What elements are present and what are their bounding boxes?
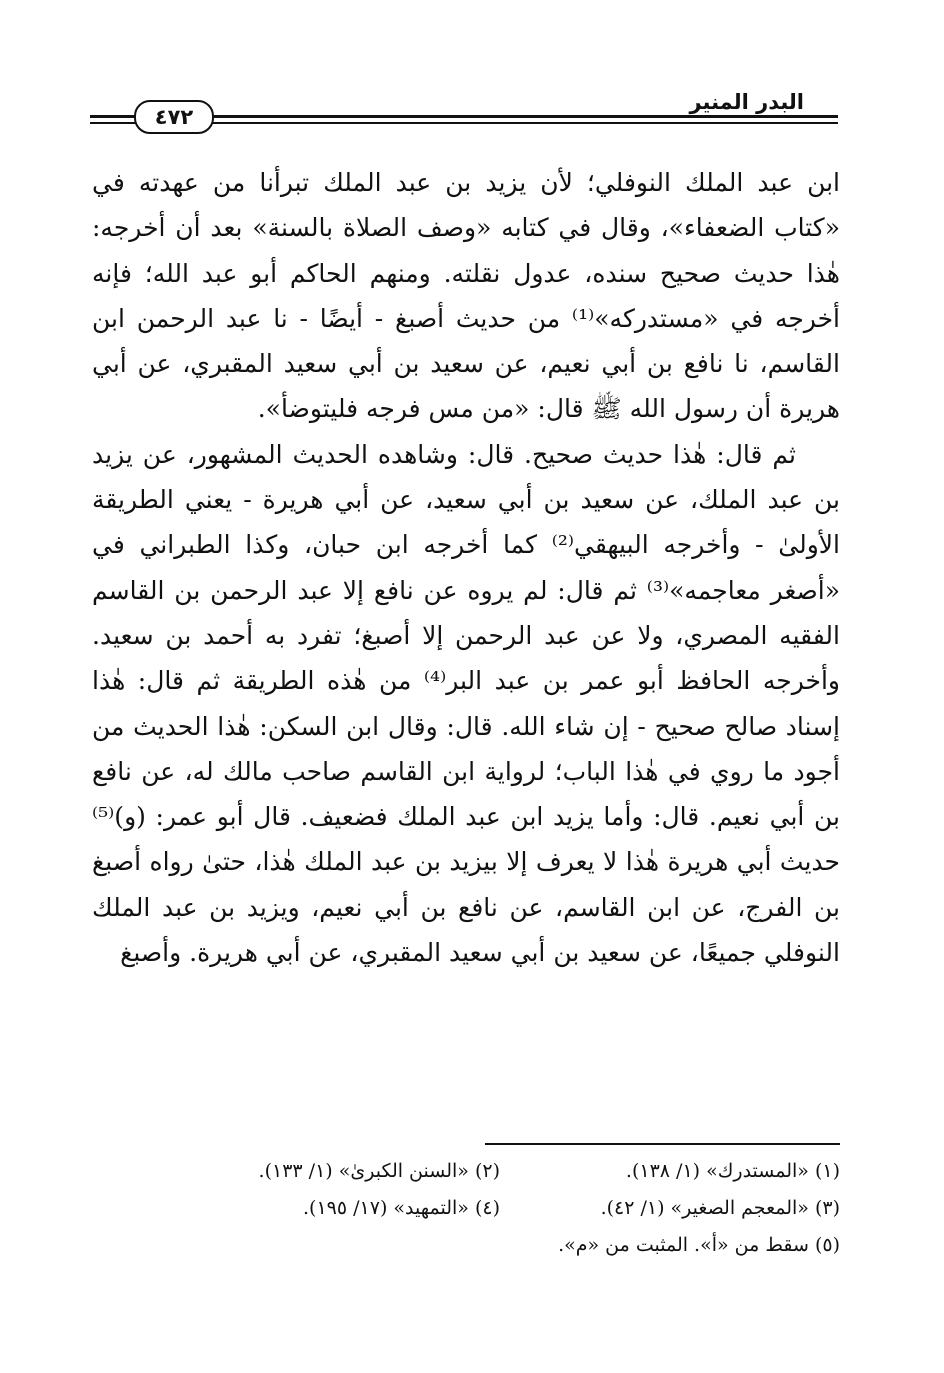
paragraph: ثم قال: هٰذا حديث صحيح. قال: وشاهده الحديث المشهور، عن يزيد بن عبد الملك، عن سعيد بن أبي سعيد، عن أبي هريرة - يعني الطريقة الأولىٰ - وأخرجه البيهقي⁽²⁾ كما أخرجه ابن حبان، وكذا الطبراني في «أصغر معاجمه»⁽³⁾ ثم قال: لم يروه عن نافع إلا عبد الرحمن بن القاسم الفقيه المصري، ولا عن عبد الرحمن إلا أصبغ؛ تفرد به أحمد بن سعيد. وأخرجه الحافظ أبو عمر بن عبد البر⁽⁴⁾ من هٰذه الطريقة ثم قال: هٰذا إسناد صالح صحيح - إن شاء الله. قال: وقال ابن السكن: هٰذا الحديث من أجود ما روي في هٰذا الباب؛ لرواية ابن القاسم صاحب مالك له، عن نافع بن أبي نعيم. قال: وأما يزيد ابن عبد الملك فضعيف. قال أبو عمر: (و)⁽⁵⁾ حديث أبي هريرة هٰذا لا يعرف إلا بيزيد بن عبد الملك هٰذا، حتىٰ رواه أصبغ بن الفرج، عن ابن القاسم، عن نافع بن أبي نعيم، ويزيد بن عبد الملك النوفلي جميعًا، عن سعيد بن أبي سعيد المقبري، عن أبي هريرة. وأصبغ — [92, 439, 840, 968]
footnote-row — [160, 1190, 840, 1227]
page-header — [90, 86, 838, 136]
footnote-separator — [485, 1143, 840, 1145]
footnote-1: (١) «المستدرك» (١/ ١٣٨). — [625, 1160, 840, 1182]
footnote-2: (٢) «السنن الكبرىٰ» (١/ ١٣٣). — [258, 1160, 500, 1182]
footnotes — [160, 1153, 840, 1264]
page-number: ٤٧٢ — [134, 100, 214, 134]
book-title: البدر المنير — [689, 90, 804, 114]
footnote-4: (٤) «التمهيد» (١٧/ ١٩٥). — [303, 1197, 500, 1219]
main-text — [92, 160, 840, 975]
paragraph: ابن عبد الملك النوفلي؛ لأن يزيد بن عبد الملك تبرأنا من عهدته في «كتاب الضعفاء»، وقال في كتابه «وصف الصلاة بالسنة» بعد أن أخرجه: هٰذا حديث صحيح سنده، عدول نقلته. ومنهم الحاكم أبو عبد الله؛ فإنه أخرجه في «مستدركه»⁽¹⁾ من حديث أصبغ - أيضًا - نا عبد الرحمن ابن القاسم، نا نافع بن أبي نعيم، عن سعيد بن أبي سعيد المقبري، عن أبي هريرة أن رسول الله ﷺ قال: «من مس فرجه فليتوضأ». — [92, 168, 841, 424]
footnote-5: (٥) سقط من «أ». المثبت من «م». — [558, 1234, 840, 1256]
footnote-3: (٣) «المعجم الصغير» (١/ ٤٢). — [600, 1197, 840, 1219]
footnote-row — [160, 1227, 840, 1264]
footnote-row — [160, 1153, 840, 1190]
